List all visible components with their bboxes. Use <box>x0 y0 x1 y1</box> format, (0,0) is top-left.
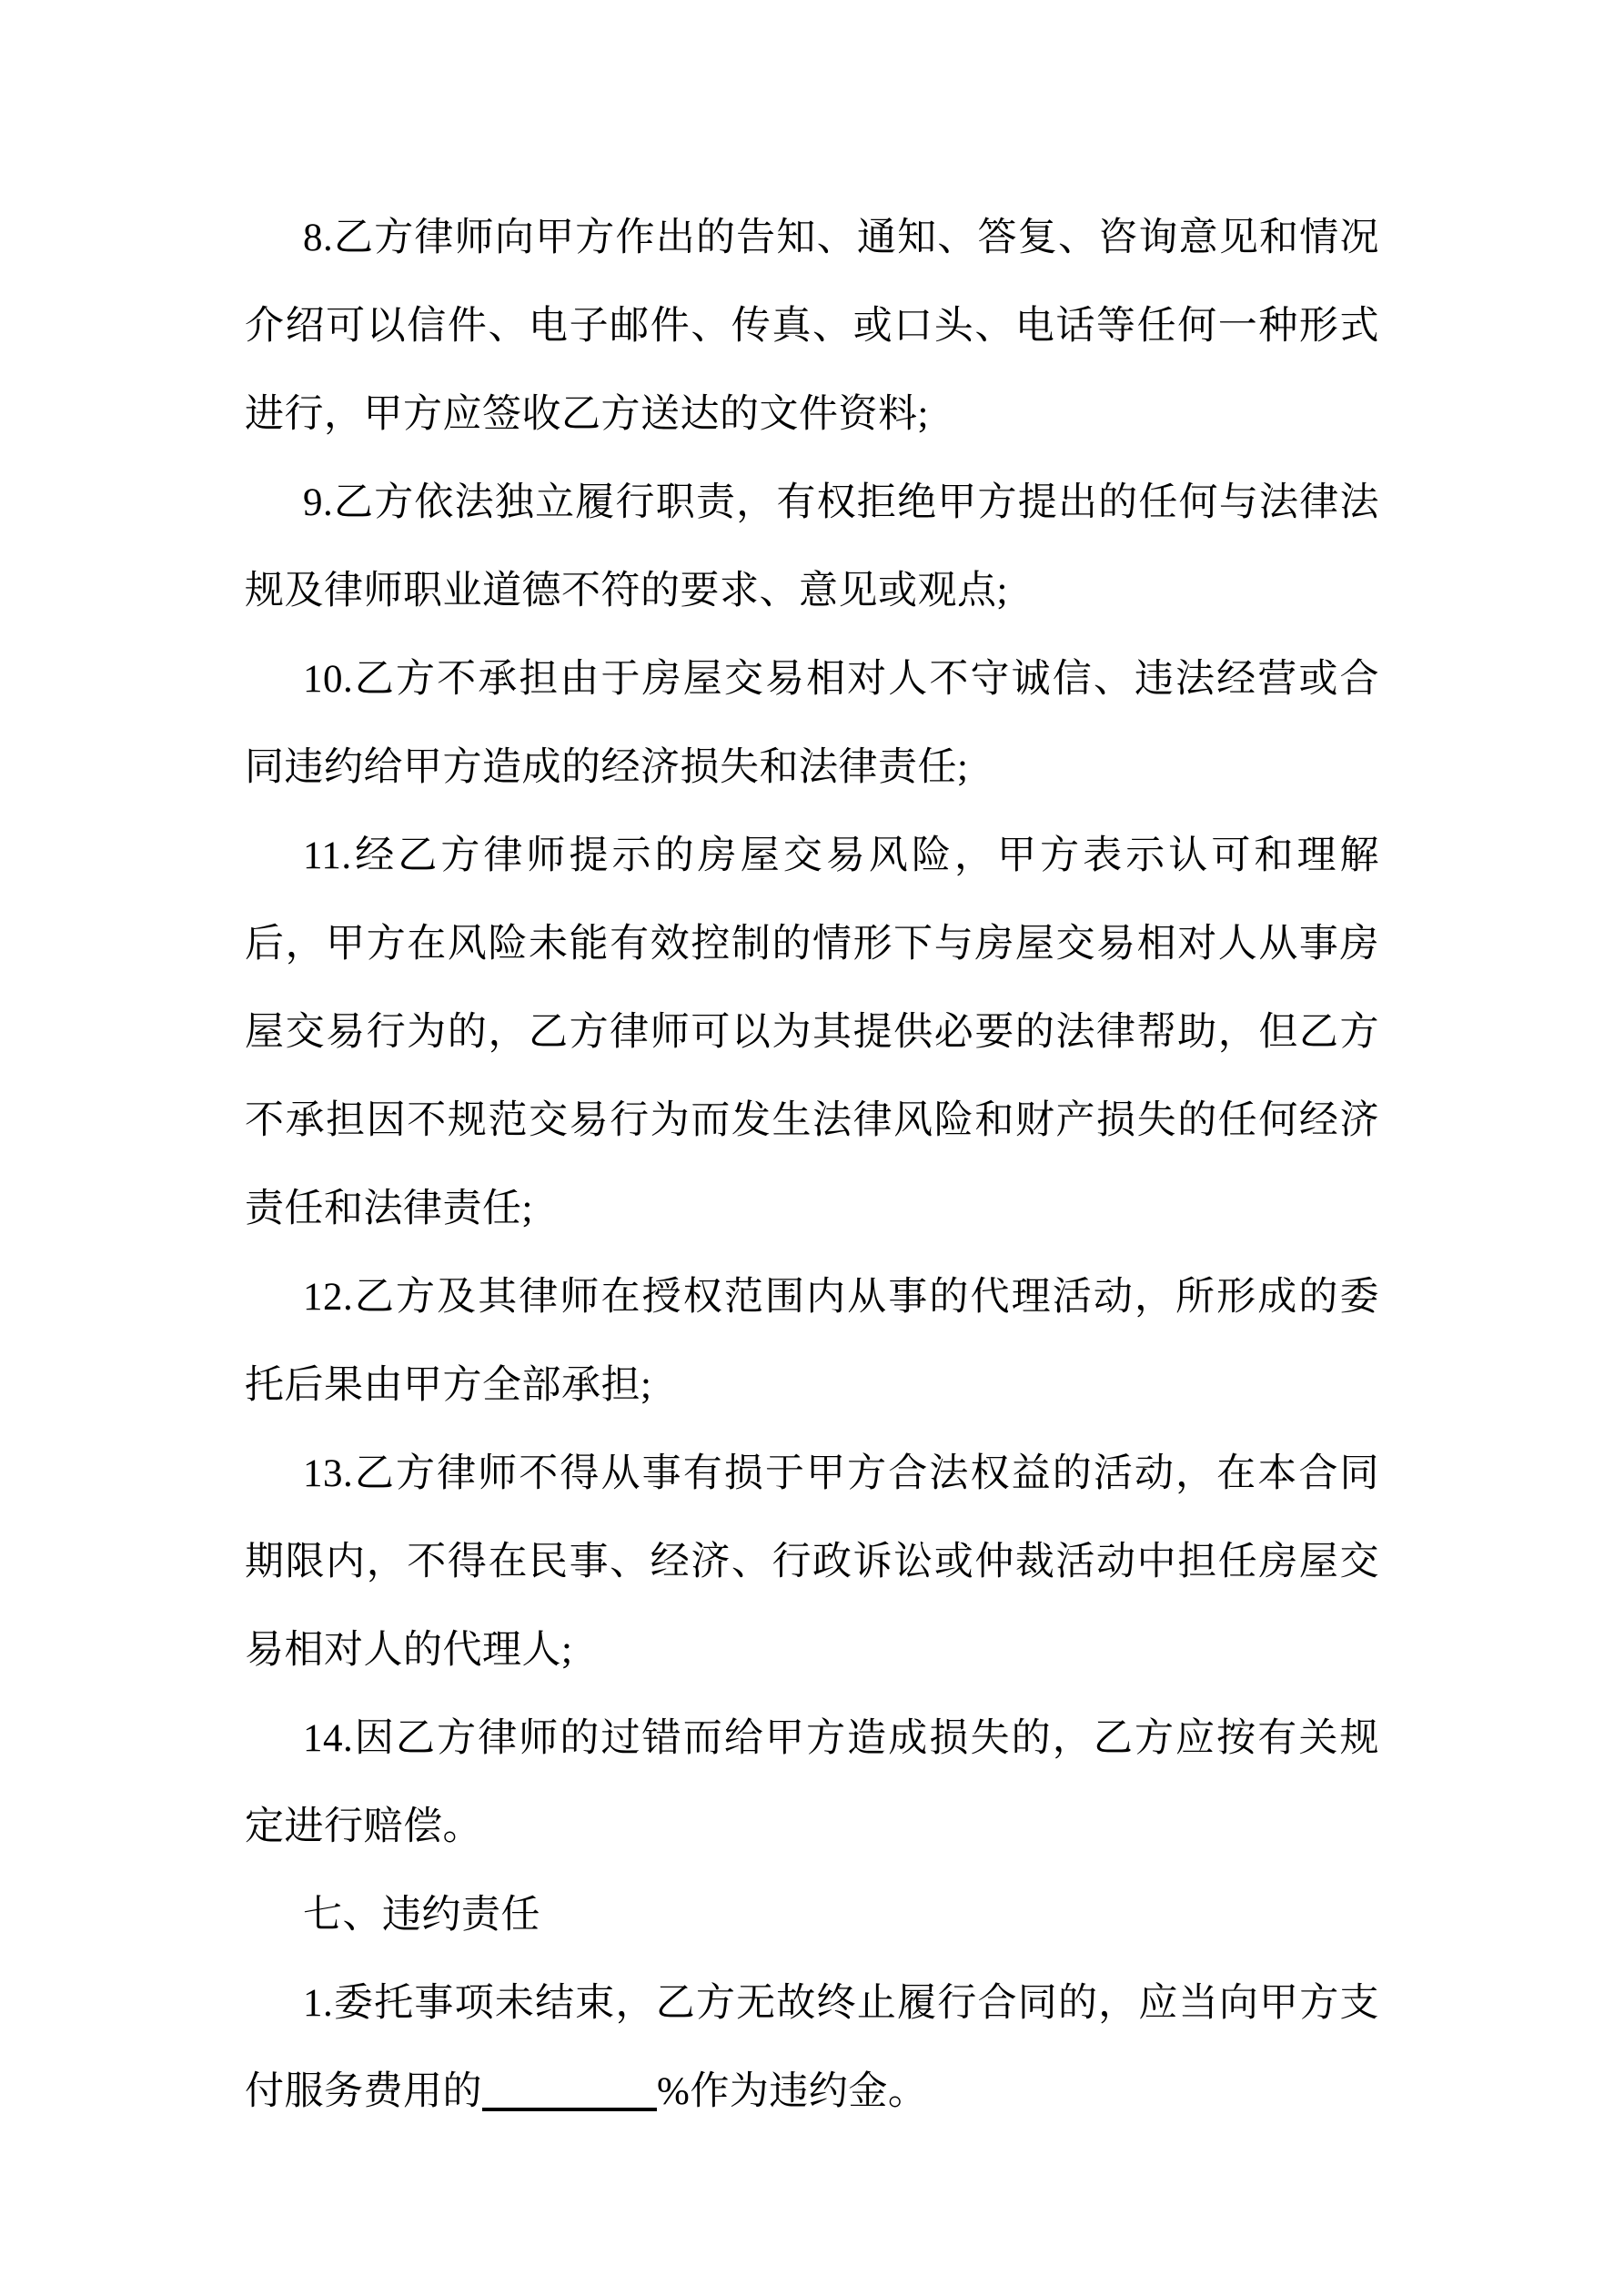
clause-11: 11.经乙方律师提示的房屋交易风险，甲方表示认可和理解后，甲方在风险未能有效控制的情形下与房屋交易相对人从事房屋交易行为的，乙方律师可以为其提供必要的法律帮助，但乙方不承担因不规范交易行为而发生法律风险和财产损失的任何经济责任和法律责任; <box>245 834 1379 1230</box>
clause-10: 10.乙方不承担由于房屋交易相对人不守诚信、违法经营或合同违约给甲方造成的经济损失和法律责任; <box>245 658 1379 789</box>
section-heading-breach-liability: 七、违约责任 <box>303 1894 540 1937</box>
clause-14: 14.因乙方律师的过错而给甲方造成损失的，乙方应按有关规定进行赔偿。 <box>245 1717 1379 1848</box>
clause-9: 9.乙方依法独立履行职责，有权拒绝甲方提出的任何与法律法规及律师职业道德不符的要求、意见或观点; <box>245 481 1379 612</box>
contract-body <box>245 194 1379 2136</box>
clause-13: 13.乙方律师不得从事有损于甲方合法权益的活动，在本合同期限内，不得在民事、经济、行政诉讼或仲裁活动中担任房屋交易相对人的代理人; <box>245 1452 1379 1672</box>
breach-clause-1-suffix: %作为违约金。 <box>657 2070 928 2113</box>
clause-12: 12.乙方及其律师在授权范围内从事的代理活动，所形成的委托后果由甲方全部承担; <box>245 1276 1379 1407</box>
breach-clause-1 <box>245 1959 1379 2136</box>
clause-8: 8.乙方律师向甲方作出的告知、通知、答复、咨询意见和情况介绍可以信件、电子邮件、传真、或口头、电话等任何一种形式进行，甲方应签收乙方送达的文件资料; <box>245 217 1379 436</box>
penalty-percentage-blank <box>482 2108 657 2111</box>
breach-clause-1-prefix: 1.委托事项未结束，乙方无故终止履行合同的，应当向甲方支付服务费用的 <box>245 1982 1379 2113</box>
